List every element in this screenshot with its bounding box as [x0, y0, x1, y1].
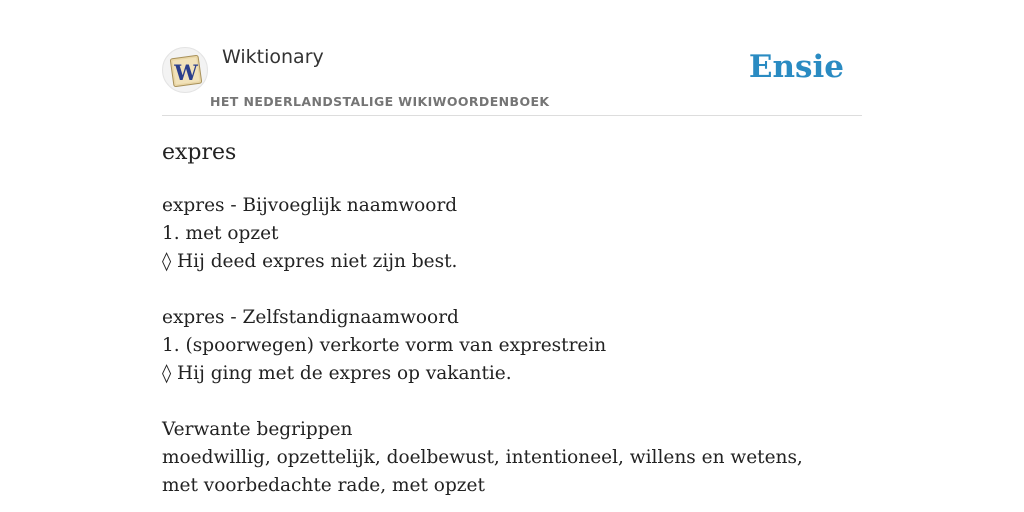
ensie-brand-link[interactable]: Ensie: [748, 49, 844, 85]
definition: 1. met opzet: [162, 223, 279, 244]
related-terms: moedwillig, opzettelijk, doelbewust, intentioneel, willens en wetens, met voorbedachte rade, met opzet: [162, 447, 803, 496]
related-heading: Verwante begrippen: [162, 419, 353, 440]
spacer: [162, 388, 862, 416]
example-sentence: ◊ Hij deed expres niet zijn best.: [162, 251, 458, 272]
site-tagline: HET NEDERLANDSTALIGE WIKIWOORDENBOEK: [210, 94, 550, 109]
definition: 1. (spoorwegen) verkorte vorm van exprestrein: [162, 335, 607, 356]
page-title: expres: [162, 140, 237, 165]
wiktionary-logo[interactable]: [162, 47, 208, 93]
wiktionary-tile-icon: [163, 48, 209, 94]
section-heading: expres - Zelfstandignaamwoord: [162, 307, 459, 328]
spacer: [162, 276, 862, 304]
site-name[interactable]: Wiktionary: [222, 46, 324, 68]
site-header: [162, 44, 862, 116]
example-sentence: ◊ Hij ging met de expres op vakantie.: [162, 363, 512, 384]
section-heading: expres - Bijvoeglijk naamwoord: [162, 195, 458, 216]
entry-content: [162, 192, 862, 500]
logo-letter: W: [174, 60, 198, 85]
